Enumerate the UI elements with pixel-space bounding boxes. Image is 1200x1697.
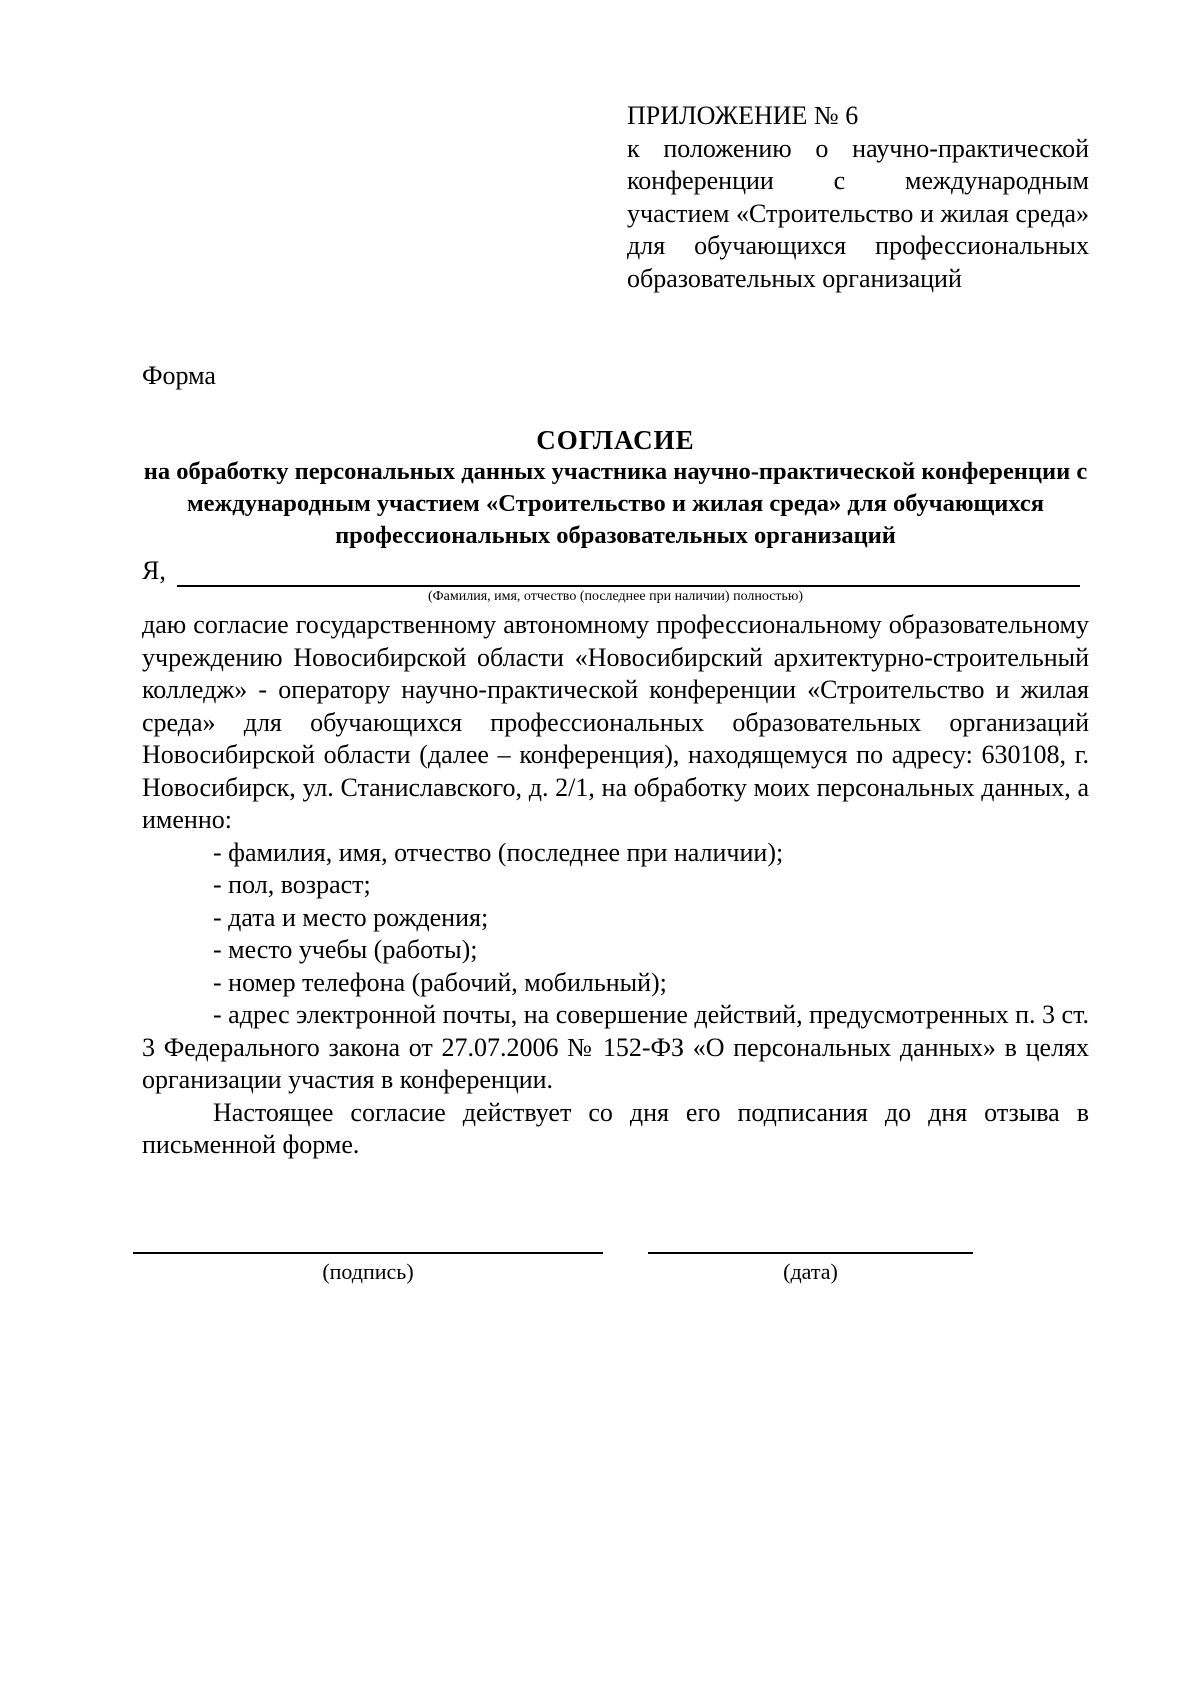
name-field-row	[142, 555, 1089, 589]
consent-body	[142, 609, 1089, 1162]
signature-line[interactable]	[133, 1252, 603, 1254]
consent-closing: Настоящее согласие действует со дня его подписания до дня отзыва в письменной форме.	[142, 1097, 1089, 1159]
document-header	[142, 424, 1089, 552]
document-subtitle: на обработку персональных данных участника научно-практической конференции с международным участием «Строительство и жилая среда» для обучающихся профессиональных образовательных организаций	[143, 458, 1088, 549]
signature-label: (подпись)	[322, 1259, 414, 1284]
consent-intro: даю согласие государственному автономному профессиональному образовательному учреждению Новосибирской области «Новосибирский архитектурно-строительный колледж» - оператору научно-практической конференции «Строительство и жилая среда» для обучающихся профессиональных образовательных организаций Новосибирской области (далее – конференция), находящемуся по адресу: 630108, г. Новосибирск, ул. Станиславского, д. 2/1, на обработку моих персональных данных, а именно:	[142, 610, 1089, 834]
data-item: - дата и место рождения;	[213, 902, 489, 932]
date-line[interactable]	[648, 1252, 973, 1254]
name-field-hint: (Фамилия, имя, отчество (последнее при наличии) полностью)	[427, 589, 804, 604]
appendix-title: ПРИЛОЖЕНИЕ № 6	[627, 101, 859, 130]
document-title: СОГЛАСИЕ	[536, 425, 695, 455]
data-item: - место учебы (работы);	[213, 935, 478, 964]
name-field-line[interactable]	[177, 585, 1080, 587]
name-prefix: Я,	[142, 556, 166, 585]
form-label: Форма	[142, 361, 216, 390]
appendix-block	[627, 100, 1089, 295]
data-item: - номер телефона (рабочий, мобильный);	[213, 967, 667, 997]
data-item: - пол, возраст;	[213, 870, 371, 899]
data-item: - адрес электронной почты, на совершение действий, предусмотренных п. 3 ст. 3 Федерального закона от 27.07.2006 № 152-ФЗ «О персональных данных» в целях организации участия в конференции.	[142, 1000, 1089, 1094]
data-item: - фамилия, имя, отчество (последнее при наличии);	[213, 837, 784, 867]
date-label: (дата)	[783, 1259, 838, 1284]
appendix-text: к положению о научно-практической конференции с международным участием «Строительство и жилая среда» для обучающихся профессиональных образовательных организаций	[627, 133, 1089, 293]
